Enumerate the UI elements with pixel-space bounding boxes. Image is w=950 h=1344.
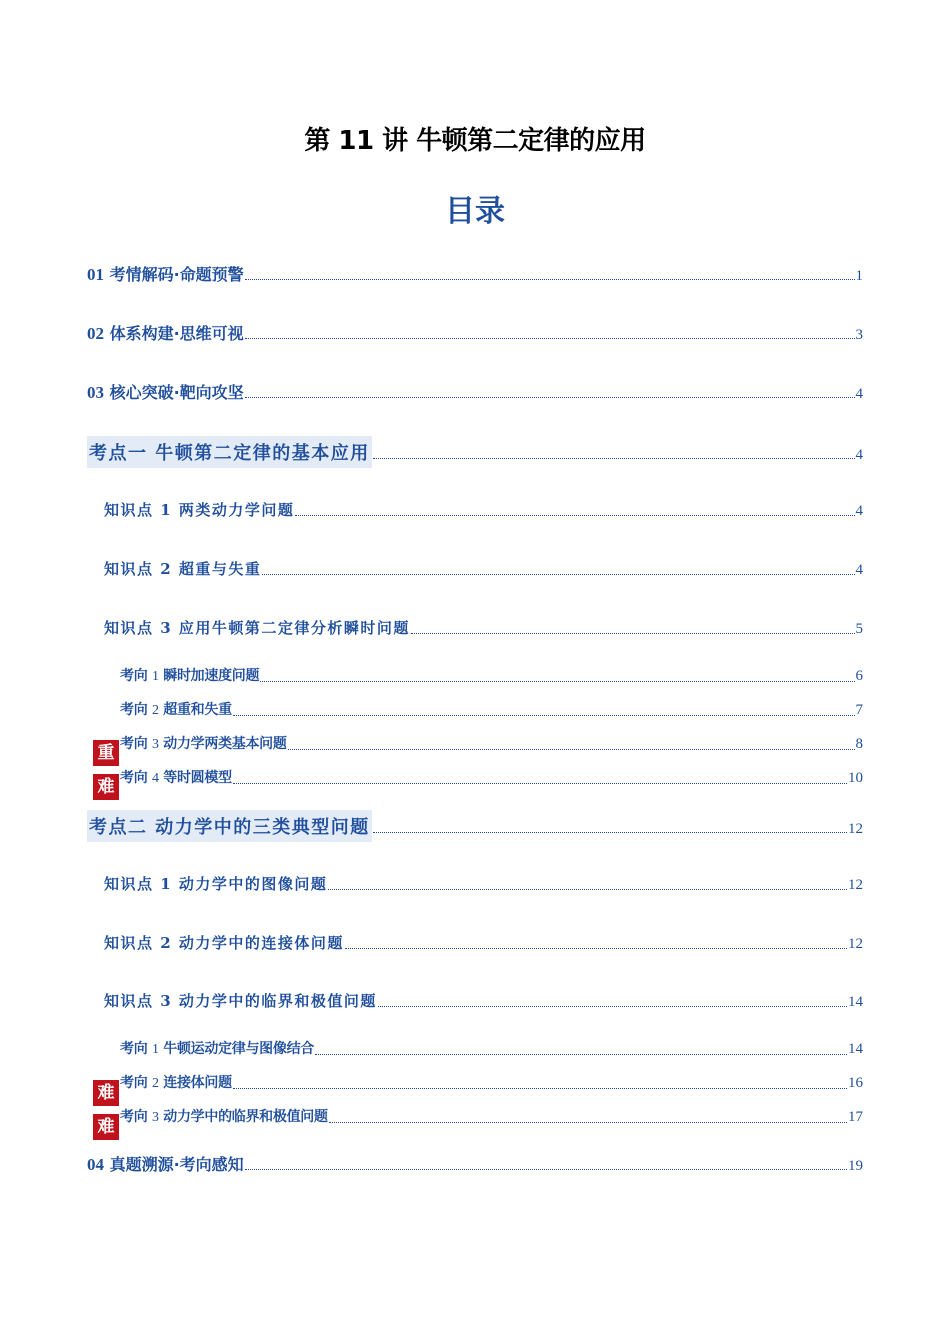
toc-page-number: 12	[848, 821, 863, 837]
toc-entry-label: 考向 3 动力学中的临界和极值问题	[120, 1109, 328, 1125]
toc-entry-direction-5[interactable]	[120, 1038, 863, 1058]
toc-entry-direction-4[interactable]	[120, 767, 863, 787]
dot-leader	[315, 1054, 847, 1055]
toc-page-number: 17	[848, 1109, 863, 1125]
toc-entry-label: 知识点 1 动力学中的图像问题	[104, 875, 328, 893]
dot-leader	[328, 889, 847, 890]
dot-leader	[233, 715, 855, 716]
key-point-badge: 重	[93, 740, 119, 766]
dot-leader	[373, 458, 855, 459]
toc-entry-label: 考向 1 瞬时加速度问题	[120, 668, 260, 684]
dot-leader	[233, 1088, 847, 1089]
toc-page-number: 4	[855, 386, 863, 402]
toc-entry-section-01[interactable]	[87, 262, 863, 285]
dot-leader	[262, 574, 854, 575]
dot-leader	[260, 681, 854, 682]
toc-entry-topic-2[interactable]	[87, 810, 863, 842]
toc-page-number: 3	[855, 327, 863, 343]
toc-page-number: 19	[848, 1158, 863, 1174]
toc-page-number: 1	[855, 268, 863, 284]
toc-page-number: 16	[848, 1075, 863, 1091]
toc-entry-direction-3[interactable]	[120, 733, 863, 753]
dot-leader	[295, 515, 854, 516]
toc-page-number: 12	[848, 877, 863, 893]
dot-leader	[373, 832, 847, 833]
toc-entry-knowledge-1[interactable]	[104, 499, 863, 520]
dot-leader	[233, 783, 847, 784]
toc-entry-section-04[interactable]	[87, 1152, 863, 1175]
toc-entry-section-03[interactable]	[87, 380, 863, 403]
toc-entry-label: 知识点 3 动力学中的临界和极值问题	[104, 992, 377, 1010]
toc-entry-label: 考向 3 动力学两类基本问题	[120, 736, 287, 752]
toc-entry-label: 考点一 牛顿第二定律的基本应用	[87, 436, 372, 468]
toc-heading: 目录	[445, 194, 505, 229]
dot-leader	[245, 338, 855, 339]
dot-leader	[345, 948, 847, 949]
toc-entry-label: 考向 4 等时圆模型	[120, 770, 232, 786]
toc-entry-knowledge-4[interactable]	[104, 873, 863, 894]
toc-entry-label: 知识点 2 动力学中的连接体问题	[104, 934, 344, 952]
toc-page-number: 12	[848, 936, 863, 952]
toc-page-number: 7	[855, 702, 863, 718]
toc-entry-direction-2[interactable]	[120, 699, 863, 719]
dot-leader	[378, 1006, 847, 1007]
toc-entry-knowledge-6[interactable]	[104, 990, 863, 1011]
toc-entry-label: 考向 1 牛顿运动定律与图像结合	[120, 1041, 314, 1057]
toc-page-number: 14	[848, 994, 863, 1010]
toc-entry-label: 考向 2 超重和失重	[120, 702, 232, 718]
toc-entry-label: 04 真题溯源·考向感知	[87, 1155, 244, 1174]
toc-entry-topic-1[interactable]	[87, 436, 863, 468]
dot-leader	[245, 397, 855, 398]
toc-entry-label: 01 考情解码·命题预警	[87, 265, 244, 284]
toc-entry-label: 03 核心突破·靶向攻坚	[87, 383, 244, 402]
dot-leader	[329, 1122, 847, 1123]
difficult-point-badge: 难	[93, 1080, 119, 1106]
dot-leader	[245, 279, 855, 280]
toc-entry-knowledge-3[interactable]	[104, 617, 863, 638]
toc-entry-label: 知识点 1 两类动力学问题	[104, 501, 295, 519]
toc-page-number: 6	[855, 668, 863, 684]
toc-page-number: 14	[848, 1041, 863, 1057]
dot-leader	[411, 633, 855, 634]
toc-entry-label: 知识点 2 超重与失重	[104, 560, 262, 578]
toc-page-number: 4	[855, 562, 863, 578]
toc-page-number: 4	[855, 447, 863, 463]
toc-page-number: 5	[855, 621, 863, 637]
toc-entry-label: 02 体系构建·思维可视	[87, 324, 244, 343]
difficult-point-badge: 难	[93, 774, 119, 800]
toc-page-number: 8	[855, 736, 863, 752]
difficult-point-badge: 难	[93, 1114, 119, 1140]
dot-leader	[288, 749, 855, 750]
toc-entry-label: 考点二 动力学中的三类典型问题	[87, 810, 372, 842]
dot-leader	[245, 1169, 847, 1170]
toc-entry-knowledge-2[interactable]	[104, 558, 863, 579]
toc-page-number: 10	[848, 770, 863, 786]
toc-entry-section-02[interactable]	[87, 321, 863, 344]
toc-entry-direction-6[interactable]	[120, 1072, 863, 1092]
toc-entry-knowledge-5[interactable]	[104, 932, 863, 953]
toc-entry-label: 考向 2 连接体问题	[120, 1075, 232, 1091]
toc-entry-label: 知识点 3 应用牛顿第二定律分析瞬时问题	[104, 619, 410, 637]
toc-entry-direction-7[interactable]	[120, 1106, 863, 1126]
document-title: 第 11 讲 牛顿第二定律的应用	[304, 126, 646, 156]
toc-page-number: 4	[855, 503, 863, 519]
toc-entry-direction-1[interactable]	[120, 665, 863, 685]
